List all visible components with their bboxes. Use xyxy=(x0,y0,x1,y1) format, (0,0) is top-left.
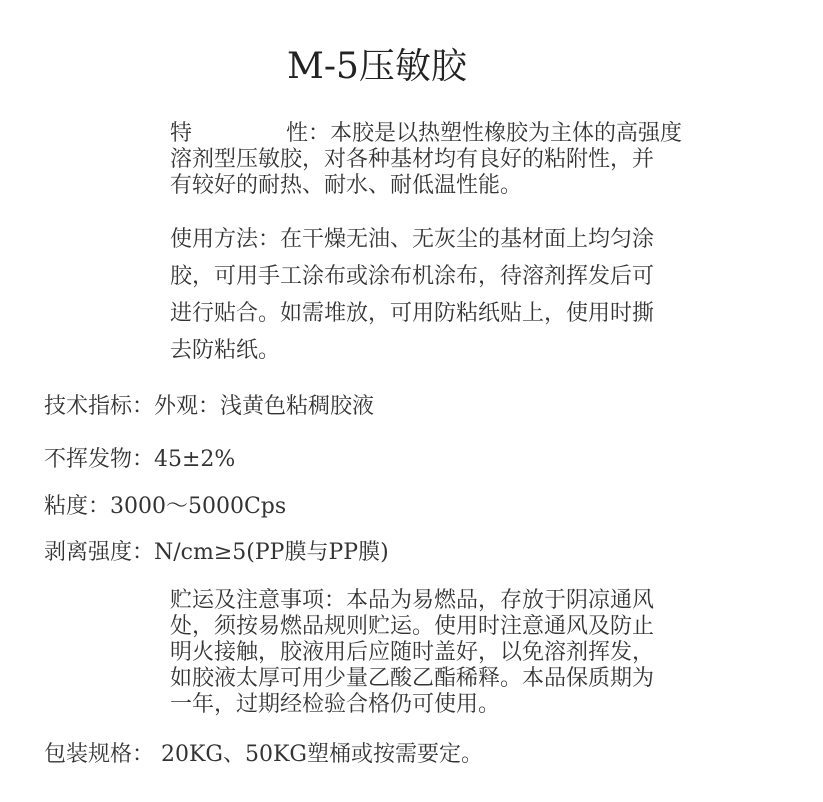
features-line-1 xyxy=(170,121,682,147)
features-text: 本胶是以热塑性橡胶为主体的高强度 xyxy=(330,121,683,146)
usage-paragraph xyxy=(170,221,654,369)
usage-line: 使用方法：在干燥无油、无灰尘的基材面上均匀涂 xyxy=(170,227,655,252)
features-paragraph xyxy=(170,121,682,199)
features-line-3: 有较好的耐热、耐水、耐低温性能。 xyxy=(170,173,523,198)
storage-line: 处，须按易燃品规则贮运。使用时注意通风及防止 xyxy=(170,614,655,639)
features-label-last: 性： xyxy=(286,121,331,146)
storage-line: 如胶液太厚可用少量乙酸乙酯稀释。本品保质期为 xyxy=(170,666,655,691)
features-line-2: 溶剂型压敏胶，对各种基材均有良好的粘附性，并 xyxy=(170,147,655,172)
storage-line: 一年，过期经检验合格仍可使用。 xyxy=(170,692,501,717)
spec-appearance: 技术指标：外观：浅黄色粘稠胶液 xyxy=(44,394,375,419)
storage-paragraph xyxy=(170,588,654,718)
packaging-spec: 包装规格： 20KG、50KG塑桶或按需要定。 xyxy=(44,742,484,767)
storage-line: 贮运及注意事项：本品为易燃品，存放于阴凉通风 xyxy=(170,588,655,613)
spec-viscosity: 粘度：3000～5000Cps xyxy=(44,494,287,519)
spec-nonvolatile: 不挥发物：45±2% xyxy=(44,447,236,472)
storage-line: 明火接触，胶液用后应随时盖好，以免溶剂挥发， xyxy=(170,640,655,665)
usage-line: 进行贴合。如需堆放，可用防粘纸贴上，使用时撕 xyxy=(170,301,655,326)
usage-line: 去防粘纸。 xyxy=(170,338,281,363)
page-title: M-5压敏胶 xyxy=(287,46,467,87)
spec-peel-strength: 剥离强度：N/cm≥5(PP膜与PP膜) xyxy=(44,540,389,565)
features-label-first: 特 xyxy=(170,121,193,146)
usage-line: 胶，可用手工涂布或涂布机涂布，待溶剂挥发后可 xyxy=(170,264,655,289)
